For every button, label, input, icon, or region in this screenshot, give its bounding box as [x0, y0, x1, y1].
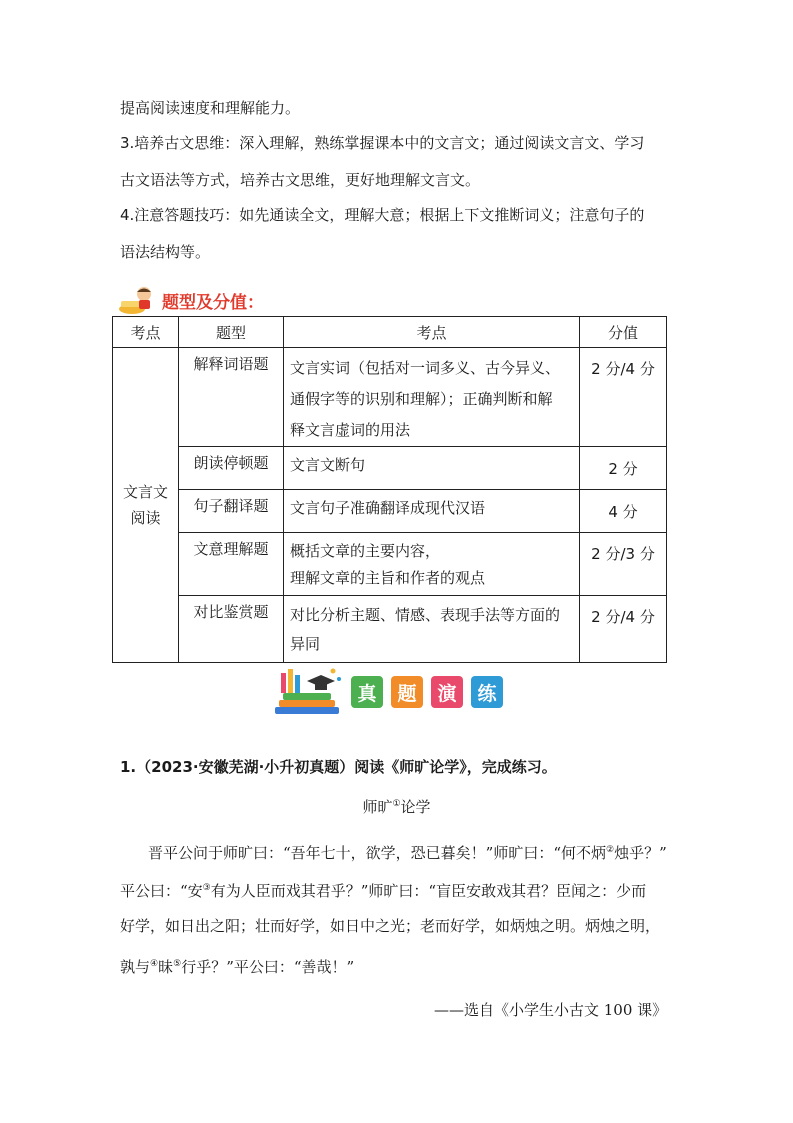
passage-source: ——选自《小学生小古文 100 课》 — [434, 1001, 668, 1019]
intro-line-2: 3.培养古文思维：深入理解，熟练掌握课本中的文言文；通过阅读文言文、学习 — [120, 134, 645, 152]
footnote-marker: ② — [606, 845, 615, 855]
type-cell: 朗读停顿题 — [179, 447, 284, 490]
desc-line: 对比分析主题、情感、表现手法等方面的 — [290, 606, 561, 624]
category-line: 文言文 — [122, 483, 168, 501]
banner-char-ti: 题 — [391, 676, 423, 708]
question-title: 1.（2023·安徽芜湖·小升初真题）阅读《师旷论学》，完成练习。 — [120, 758, 557, 776]
desc-cell — [284, 533, 580, 596]
passage-text: 烛乎？” — [614, 844, 667, 862]
desc-line: 异同 — [290, 635, 321, 653]
table-header-cell: 考点 — [284, 317, 580, 348]
score-cell: 4 分 — [580, 490, 667, 533]
intro-line-4: 4.注意答题技巧：如先通读全文，理解大意；根据上下文推断词义；注意句子的 — [120, 206, 645, 224]
table-header-row — [113, 317, 667, 348]
banner-char-yan: 演 — [431, 676, 463, 708]
passage-line-2 — [120, 878, 680, 901]
type-cell: 对比鉴赏题 — [179, 596, 284, 663]
banner-char-lian: 练 — [471, 676, 503, 708]
passage-line-4 — [120, 954, 680, 977]
type-cell: 文意理解题 — [179, 533, 284, 596]
score-cell: 2 分 — [580, 447, 667, 490]
passage-line-3: 好学，如日出之阳；壮而好学，如日中之光；老而好学，如炳烛之明。炳烛之明， — [120, 917, 661, 935]
passage-title — [0, 796, 793, 817]
passage-text: 孰与 — [120, 958, 151, 976]
desc-line: 概括文章的主要内容， — [290, 542, 441, 560]
desc-line: 文言文断句 — [290, 456, 366, 474]
passage-title-end: 论学 — [400, 798, 431, 816]
passage-text: 昧 — [158, 958, 174, 976]
intro-line-1: 提高阅读速度和理解能力。 — [120, 99, 301, 117]
reading-child-icon — [118, 285, 158, 315]
table-row — [113, 596, 667, 663]
passage-text: 晋平公问于师旷曰：“吾年七十，欲学，恐已暮矣！”师旷曰：“何不炳 — [148, 844, 607, 862]
table-row — [113, 348, 667, 447]
footnote-marker: ③ — [202, 883, 211, 893]
table-header-cell: 考点 — [113, 317, 179, 348]
table-row — [113, 447, 667, 490]
intro-line-3: 古文语法等方式，培养古文思维，更好地理解文言文。 — [120, 171, 481, 189]
category-line: 阅读 — [130, 509, 161, 527]
banner-char-zhen: 真 — [351, 676, 383, 708]
section-heading — [118, 283, 264, 317]
desc-cell — [284, 348, 580, 447]
score-cell: 2 分/4 分 — [580, 348, 667, 447]
passage-text: 行乎？”平公曰：“善哉！” — [181, 958, 355, 976]
table-row — [113, 490, 667, 533]
category-cell — [113, 348, 179, 663]
footnote-marker: ④ — [150, 959, 159, 969]
question-type-table — [112, 316, 667, 663]
table-header-cell: 分值 — [580, 317, 667, 348]
intro-line-5: 语法结构等。 — [120, 243, 211, 261]
score-cell: 2 分/3 分 — [580, 533, 667, 596]
desc-cell — [284, 490, 580, 533]
desc-cell — [284, 596, 580, 663]
desc-line: 文言实词（包括对一词多义、古今异义、 — [290, 359, 561, 377]
table-header-cell: 题型 — [179, 317, 284, 348]
desc-line: 通假字等的识别和理解）；正确判断和解 — [290, 390, 553, 408]
score-cell: 2 分/4 分 — [580, 596, 667, 663]
desc-line: 文言句子准确翻译成现代汉语 — [290, 499, 486, 517]
practice-banner — [273, 666, 503, 718]
passage-title-text: 师旷 — [362, 798, 393, 816]
desc-cell — [284, 447, 580, 490]
desc-line: 理解文章的主旨和作者的观点 — [290, 569, 486, 587]
footnote-marker: ① — [392, 799, 401, 809]
passage-text: 有为人臣而戏其君乎？”师旷曰：“盲臣安敢戏其君？臣闻之：少而 — [210, 882, 647, 900]
books-icon — [273, 667, 343, 717]
footnote-marker: ⑤ — [173, 959, 182, 969]
type-cell: 解释词语题 — [179, 348, 284, 447]
table-row — [113, 533, 667, 596]
passage-text: 平公曰：“安 — [120, 882, 203, 900]
passage-line-1 — [148, 840, 708, 863]
type-cell: 句子翻译题 — [179, 490, 284, 533]
section-heading-text: 题型及分值： — [162, 292, 264, 313]
desc-line: 释文言虚词的用法 — [290, 421, 411, 439]
